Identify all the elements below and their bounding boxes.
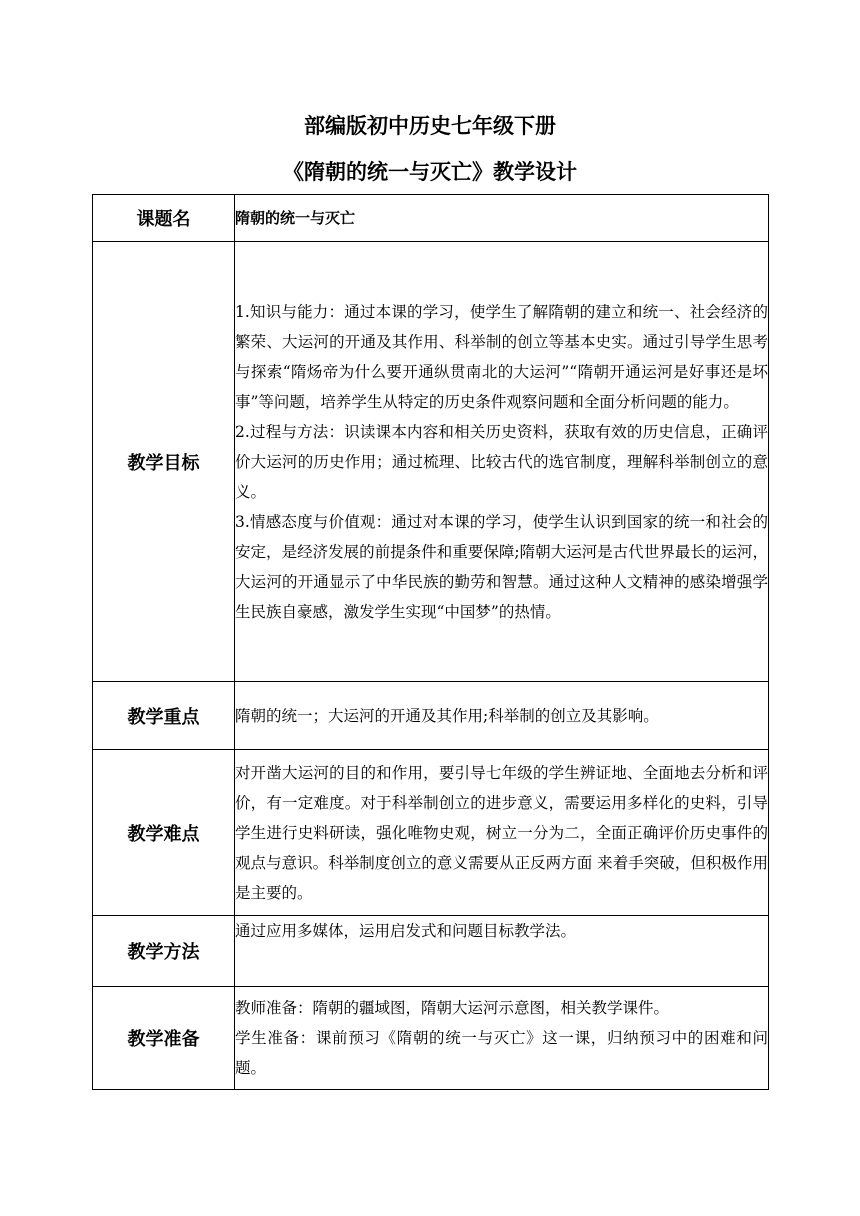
- row-label-key-points: 教学重点: [93, 682, 235, 750]
- table-row-objectives: [93, 242, 769, 682]
- document-title: 部编版初中历史七年级下册: [304, 114, 556, 138]
- row-value-key-points: 隋朝的统一；大运河的开通及其作用;科举制的创立及其影响。: [235, 682, 769, 750]
- row-value-difficulties: 对开凿大运河的目的和作用，要引导七年级的学生辨证地、全面地去分析和评价，有一定难度。对于科举制创立的进步意义，需要运用多样化的史料，引导学生进行史料研读，强化唯物史观，树立一分为二，全面正确评价历史事件的观点与意识。科举制度创立的意义需要从正反两方面 来着手突破，但积极作用是主要的。: [235, 750, 769, 916]
- preparation-student: 学生准备：课前预习《隋朝的统一与灭亡》这一课，归纳预习中的困难和问题。: [235, 1029, 768, 1077]
- row-label-objectives: 教学目标: [93, 242, 235, 682]
- row-label-preparation: 教学准备: [93, 987, 235, 1090]
- row-value-methods: 通过应用多媒体，运用启发式和问题目标教学法。: [235, 916, 769, 987]
- table-row-topic: [93, 195, 769, 242]
- table-row-difficulties: [93, 750, 769, 916]
- topic-value: 隋朝的统一与灭亡: [235, 209, 356, 227]
- document-subtitle: 《隋朝的统一与灭亡》教学设计: [283, 160, 577, 184]
- row-label-difficulties: 教学难点: [93, 750, 235, 916]
- preparation-teacher: 教师准备：隋朝的疆域图，隋朝大运河示意图，相关教学课件。: [235, 999, 670, 1017]
- row-value-preparation: [235, 987, 769, 1090]
- table-row-key-points: [93, 682, 769, 750]
- lesson-plan-table: [92, 194, 769, 1090]
- objective-paragraph-3: 3.情感态度与价值观：通过对本课的学习，使学生认识到国家的统一和社会的安定，是经济发展的前提条件和重要保障;隋朝大运河是古代世界最长的运河，大运河的开通显示了中华民族的勤劳和智慧。通过这种人文精神的感染增强学生民族自豪感，激发学生实现“中国梦”的热情。: [235, 512, 768, 621]
- row-label-methods: 教学方法: [93, 916, 235, 987]
- objective-paragraph-2: 2.过程与方法：识读课本内容和相关历史资料，获取有效的历史信息，正确评价大运河的历史作用；通过梳理、比较古代的选官制度，理解科举制创立的意义。: [235, 422, 768, 501]
- table-row-methods: [93, 916, 769, 987]
- table-row-preparation: [93, 987, 769, 1090]
- objective-paragraph-1: 1.知识与能力：通过本课的学习，使学生了解隋朝的建立和统一、社会经济的繁荣、大运河的开通及其作用、科举制的创立等基本史实。通过引导学生思考与探索“隋炀帝为什么要开通纵贯南北的大运河”“隋朝开通运河是好事还是坏事”等问题，培养学生从特定的历史条件观察问题和全面分析问题的能力。: [235, 302, 768, 411]
- row-label-topic: 课题名: [93, 195, 235, 242]
- row-value-topic: [235, 195, 769, 242]
- row-value-objectives: [235, 242, 769, 682]
